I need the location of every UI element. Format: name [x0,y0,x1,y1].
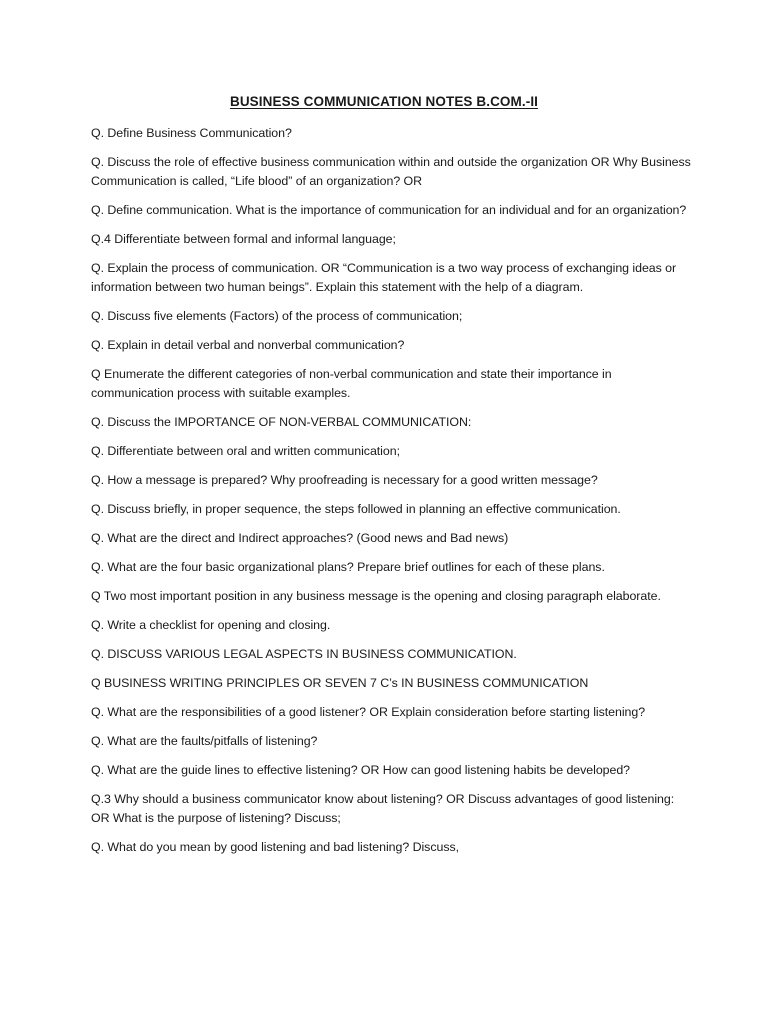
question-item: Q. Explain in detail verbal and nonverbal communication? [91,338,405,352]
question-item: Q. What are the four basic organizational plans? Prepare brief outlines for each of these plans. [91,560,605,574]
question-item: Q. Discuss the role of effective business communication within and outside the organization OR Why Business Communication is called, “Life blood” of an organization? OR [91,155,691,188]
question-item: Q. What are the guide lines to effective listening? OR How can good listening habits be developed? [91,763,631,777]
question-item: Q. What are the responsibilities of a good listener? OR Explain consideration before starting listening? [91,705,646,719]
question-item: Q. Explain the process of communication. OR “Communication is a two way process of exchanging ideas or information between two human beings”. Explain this statement with the help of a diagram. [91,261,677,294]
question-item: Q. Define Business Communication? [91,126,292,140]
question-item: Q. Discuss the IMPORTANCE OF NON-VERBAL COMMUNICATION: [91,415,472,429]
question-item: Q. Discuss five elements (Factors) of the process of communication; [91,309,463,323]
question-item: Q BUSINESS WRITING PRINCIPLES OR SEVEN 7 C’s IN BUSINESS COMMUNICATION [91,676,589,690]
question-item: Q. Write a checklist for opening and closing. [91,618,331,632]
question-item: Q Two most important position in any business message is the opening and closing paragraph elaborate. [91,589,661,603]
question-item: Q. What are the direct and Indirect approaches? (Good news and Bad news) [91,531,509,545]
question-item: Q. Differentiate between oral and written communication; [91,444,400,458]
question-item: Q. DISCUSS VARIOUS LEGAL ASPECTS IN BUSINESS COMMUNICATION. [91,647,517,661]
question-item: Q. What are the faults/pitfalls of listening? [91,734,318,748]
question-item: Q. How a message is prepared? Why proofreading is necessary for a good written message? [91,473,598,487]
question-item: Q Enumerate the different categories of non-verbal communication and state their importance in communication process with suitable examples. [91,367,612,400]
question-item: Q.4 Differentiate between formal and informal language; [91,232,396,246]
question-item: Q. What do you mean by good listening and bad listening? Discuss, [91,840,459,854]
document-title: BUSINESS COMMUNICATION NOTES B.COM.-II [229,94,539,109]
question-item: Q. Discuss briefly, in proper sequence, the steps followed in planning an effective communication. [91,502,621,516]
question-item: Q. Define communication. What is the importance of communication for an individual and for an organization? [91,203,687,217]
question-item: Q.3 Why should a business communicator know about listening? OR Discuss advantages of good listening: OR What is the purpose of listening? Discuss; [91,792,675,825]
question-list [91,124,691,867]
